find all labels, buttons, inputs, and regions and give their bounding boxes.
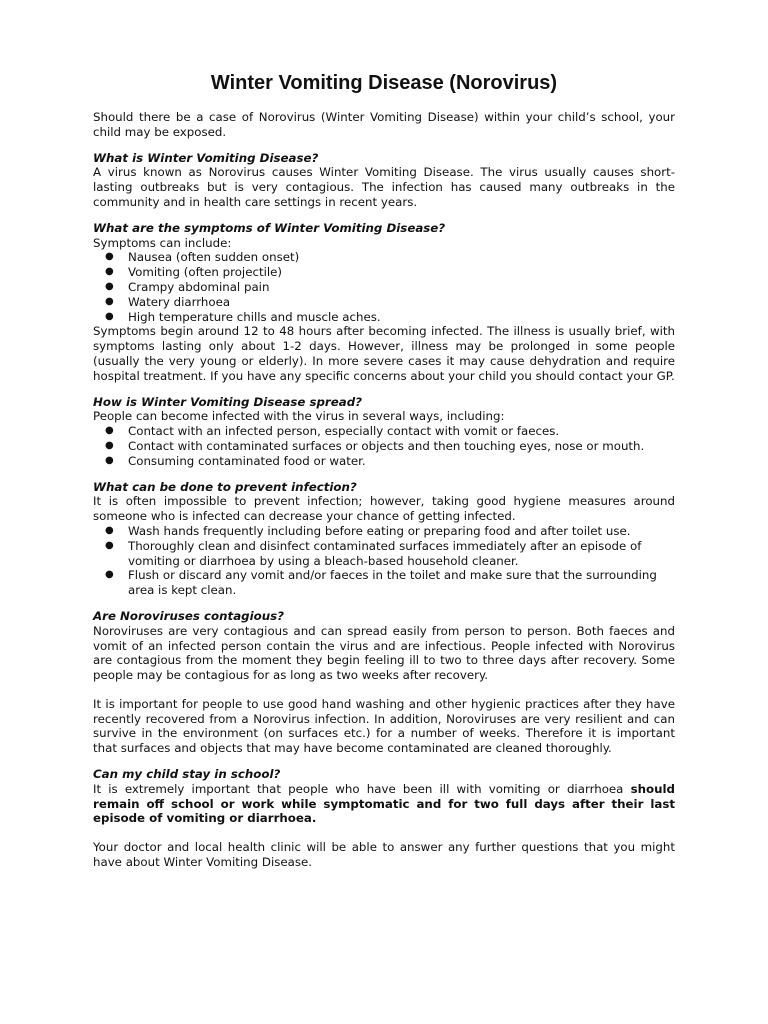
symptoms-lead: Symptoms can include: [93, 235, 232, 250]
contagious-paragraph-1: Noroviruses are very contagious and can spread easily from person to person. Both faeces and vomit of an infected person contain the virus and are infectious. People infected with Norovirus are contagious from the moment they begin feeling ill to two to three days after recovery. Some people may be contagious for as long as two weeks after recovery. [93, 623, 675, 683]
list-item: ● Flush or discard any vomit and/or faeces in the toilet and make sure that the surrounding area is kept clean. [105, 568, 657, 598]
list-item: ● High temperature chills and muscle aches. [105, 309, 381, 324]
school-heading: Can my child stay in school? [93, 767, 281, 782]
bullet-icon: ● [105, 295, 114, 307]
bullet-icon: ● [105, 266, 114, 278]
contagious-paragraph-2: It is important for people to use good hand washing and other hygienic practices after they have recently recovered from a Norovirus infection. In addition, Noroviruses are very resilient and can survive in the environment (on surfaces etc.) for a number of weeks. Therefore it is important that surfaces and objects that may have become contaminated are cleaned thoroughly. [93, 696, 675, 756]
prevent-heading: What can be done to prevent infection? [93, 479, 357, 494]
school-paragraph: It is extremely important that people who have been ill with vomiting or diarrhoea should remain off school or work while symptomatic and for two full days after their last episode of vomiting or diarrhoea. [93, 781, 675, 826]
list-item: ● Thoroughly clean and disinfect contaminated surfaces immediately after an episode of vomiting or diarrhoea by using a bleach-based household cleaner. [105, 538, 642, 568]
intro-paragraph: Should there be a case of Norovirus (Winter Vomiting Disease) within your child’s school, your child may be exposed. [93, 110, 675, 139]
bullet-icon: ● [105, 425, 114, 437]
spread-heading: How is Winter Vomiting Disease spread? [93, 394, 363, 409]
contagious-heading: Are Noroviruses contagious? [93, 608, 285, 623]
list-item: ● Nausea (often sudden onset) [105, 250, 300, 265]
bullet-icon: ● [105, 251, 114, 263]
list-item: ● Crampy abdominal pain [105, 279, 270, 294]
list-item: ● Watery diarrhoea [105, 294, 231, 309]
list-item: ● Contact with contaminated surfaces or objects and then touching eyes, nose or mouth. [105, 438, 645, 453]
prevent-list [93, 524, 675, 598]
spread-lead: People can become infected with the virus in several ways, including: [93, 409, 505, 424]
list-item: ● Contact with an infected person, especially contact with vomit or faeces. [105, 424, 560, 439]
bullet-icon: ● [105, 280, 114, 292]
school-emphasis: should remain off school or work while symptomatic and for two full days after their last episode of vomiting or diarrhoea. [93, 781, 675, 826]
closing-paragraph: Your doctor and local health clinic will be able to answer any further questions that you might have about Winter Vomiting Disease. [93, 840, 675, 870]
bullet-icon: ● [105, 524, 114, 536]
symptoms-paragraph: Symptoms begin around 12 to 48 hours after becoming infected. The illness is usually brief, with symptoms lasting only about 1-2 days. However, illness may be prolonged in some people (usually the very young or elderly). In more severe cases it may cause dehydration and require hospital treatment. If you have any specific concerns about your child you should contact your GP. [93, 324, 675, 383]
list-item: ● Wash hands frequently including before eating or preparing food and after toilet use. [105, 523, 631, 538]
bullet-icon: ● [105, 454, 114, 466]
spread-list [93, 424, 675, 468]
bullet-icon: ● [105, 539, 114, 551]
page-title: Winter Vomiting Disease (Norovirus) [210, 72, 558, 94]
list-item: ● Vomiting (often projectile) [105, 265, 282, 280]
list-item: ● Consuming contaminated food or water. [105, 453, 366, 468]
bullet-icon: ● [105, 439, 114, 451]
bullet-icon: ● [105, 569, 114, 581]
what-heading: What is Winter Vomiting Disease? [93, 150, 319, 165]
bullet-icon: ● [105, 310, 114, 322]
what-paragraph: A virus known as Norovirus causes Winter Vomiting Disease. The virus usually causes short-lasting outbreaks but is very contagious. The infection has caused many outbreaks in the community and in health care settings in recent years. [93, 165, 675, 209]
prevent-lead: It is often impossible to prevent infection; however, taking good hygiene measures around someone who is infected can decrease your chance of getting infected. [93, 494, 675, 524]
symptoms-heading: What are the symptoms of Winter Vomiting Disease? [93, 220, 446, 235]
symptoms-list [93, 250, 675, 324]
